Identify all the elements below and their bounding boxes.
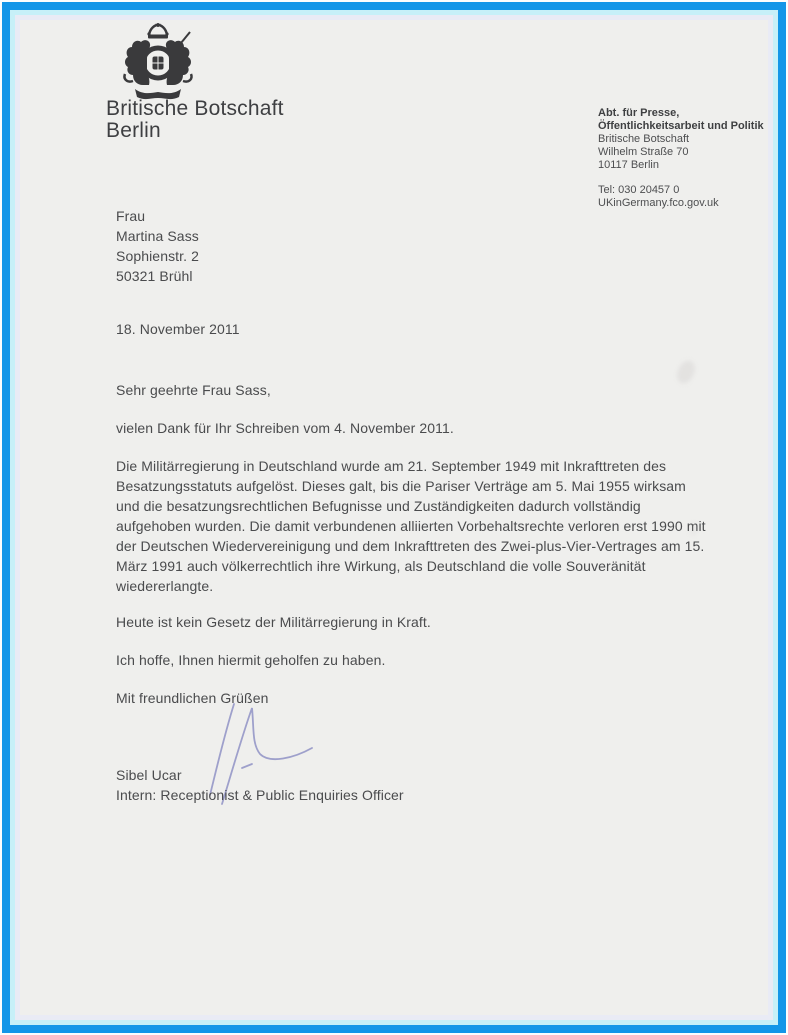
letter-date: 18. November 2011 bbox=[116, 321, 240, 337]
sender-spacer bbox=[598, 172, 778, 184]
recipient-city: 50321 Brühl bbox=[116, 268, 193, 284]
paragraph-main-line: wiedererlangte. bbox=[116, 578, 214, 594]
closing-formula: Mit freundlichen Grüßen bbox=[116, 690, 269, 706]
sender-phone: Tel: 030 20457 0 bbox=[598, 184, 680, 196]
sender-org: Britische Botschaft bbox=[598, 133, 690, 145]
paragraph-main-line: Die Militärregierung in Deutschland wurde am 21. September 1949 mit Inkrafttreten des bbox=[116, 458, 667, 474]
uk-royal-coat-of-arms-icon bbox=[105, 23, 211, 101]
org-name-line1: Britische Botschaft bbox=[106, 97, 284, 120]
sender-dept-line2: Öffentlichkeitsarbeit und Politik bbox=[598, 120, 764, 132]
sender-street: Wilhelm Straße 70 bbox=[598, 146, 689, 158]
paragraph-close2: Ich hoffe, Ihnen hiermit geholfen zu haben. bbox=[116, 652, 386, 668]
paragraph-main bbox=[116, 456, 756, 596]
letter-salutation: Sehr geehrte Frau Sass, bbox=[116, 382, 271, 398]
recipient-address-block bbox=[116, 206, 199, 286]
recipient-salutation: Frau bbox=[116, 208, 146, 224]
signer-name: Sibel Ucar bbox=[116, 767, 182, 783]
letter-page bbox=[10, 10, 778, 1025]
signer-block bbox=[116, 765, 404, 805]
paragraph-main-line: der Deutschen Wiedervereinigung und dem Inkrafttreten des Zwei-plus-Vier-Vertrages am 15. bbox=[116, 538, 705, 554]
paragraph-main-line: aufgehoben wurden. Die damit verbundenen alliierten Vorbehaltsrechte verloren erst 1990 mit bbox=[116, 518, 706, 534]
org-name bbox=[106, 98, 284, 142]
paragraph-main-line: und die besatzungsrechtlichen Befugnisse und Zuständigkeiten dadurch vollständig bbox=[116, 498, 641, 514]
paragraph-main-line: März 1991 auch völkerrechtlich ihre Wirkung, als Deutschland die volle Souveränität bbox=[116, 558, 646, 574]
signer-title: Intern: Receptionist & Public Enquiries Officer bbox=[116, 787, 404, 803]
recipient-street: Sophienstr. 2 bbox=[116, 248, 200, 264]
paragraph-main-line: Besatzungsstatuts aufgelöst. Dieses galt, bis die Pariser Verträge am 5. Mai 1955 wirksam bbox=[116, 478, 686, 494]
scan-smudge bbox=[674, 358, 699, 387]
recipient-name: Martina Sass bbox=[116, 228, 199, 244]
sender-address-block bbox=[598, 107, 778, 210]
sender-website: UKinGermany.fco.gov.uk bbox=[598, 197, 719, 209]
sender-dept-line1: Abt. für Presse, bbox=[598, 107, 680, 119]
letter-scan bbox=[2, 2, 786, 1033]
paragraph-intro: vielen Dank für Ihr Schreiben vom 4. November 2011. bbox=[116, 420, 454, 436]
org-name-line2: Berlin bbox=[106, 119, 161, 142]
sender-city: 10117 Berlin bbox=[598, 159, 659, 171]
paragraph-close1: Heute ist kein Gesetz der Militärregierung in Kraft. bbox=[116, 614, 431, 630]
